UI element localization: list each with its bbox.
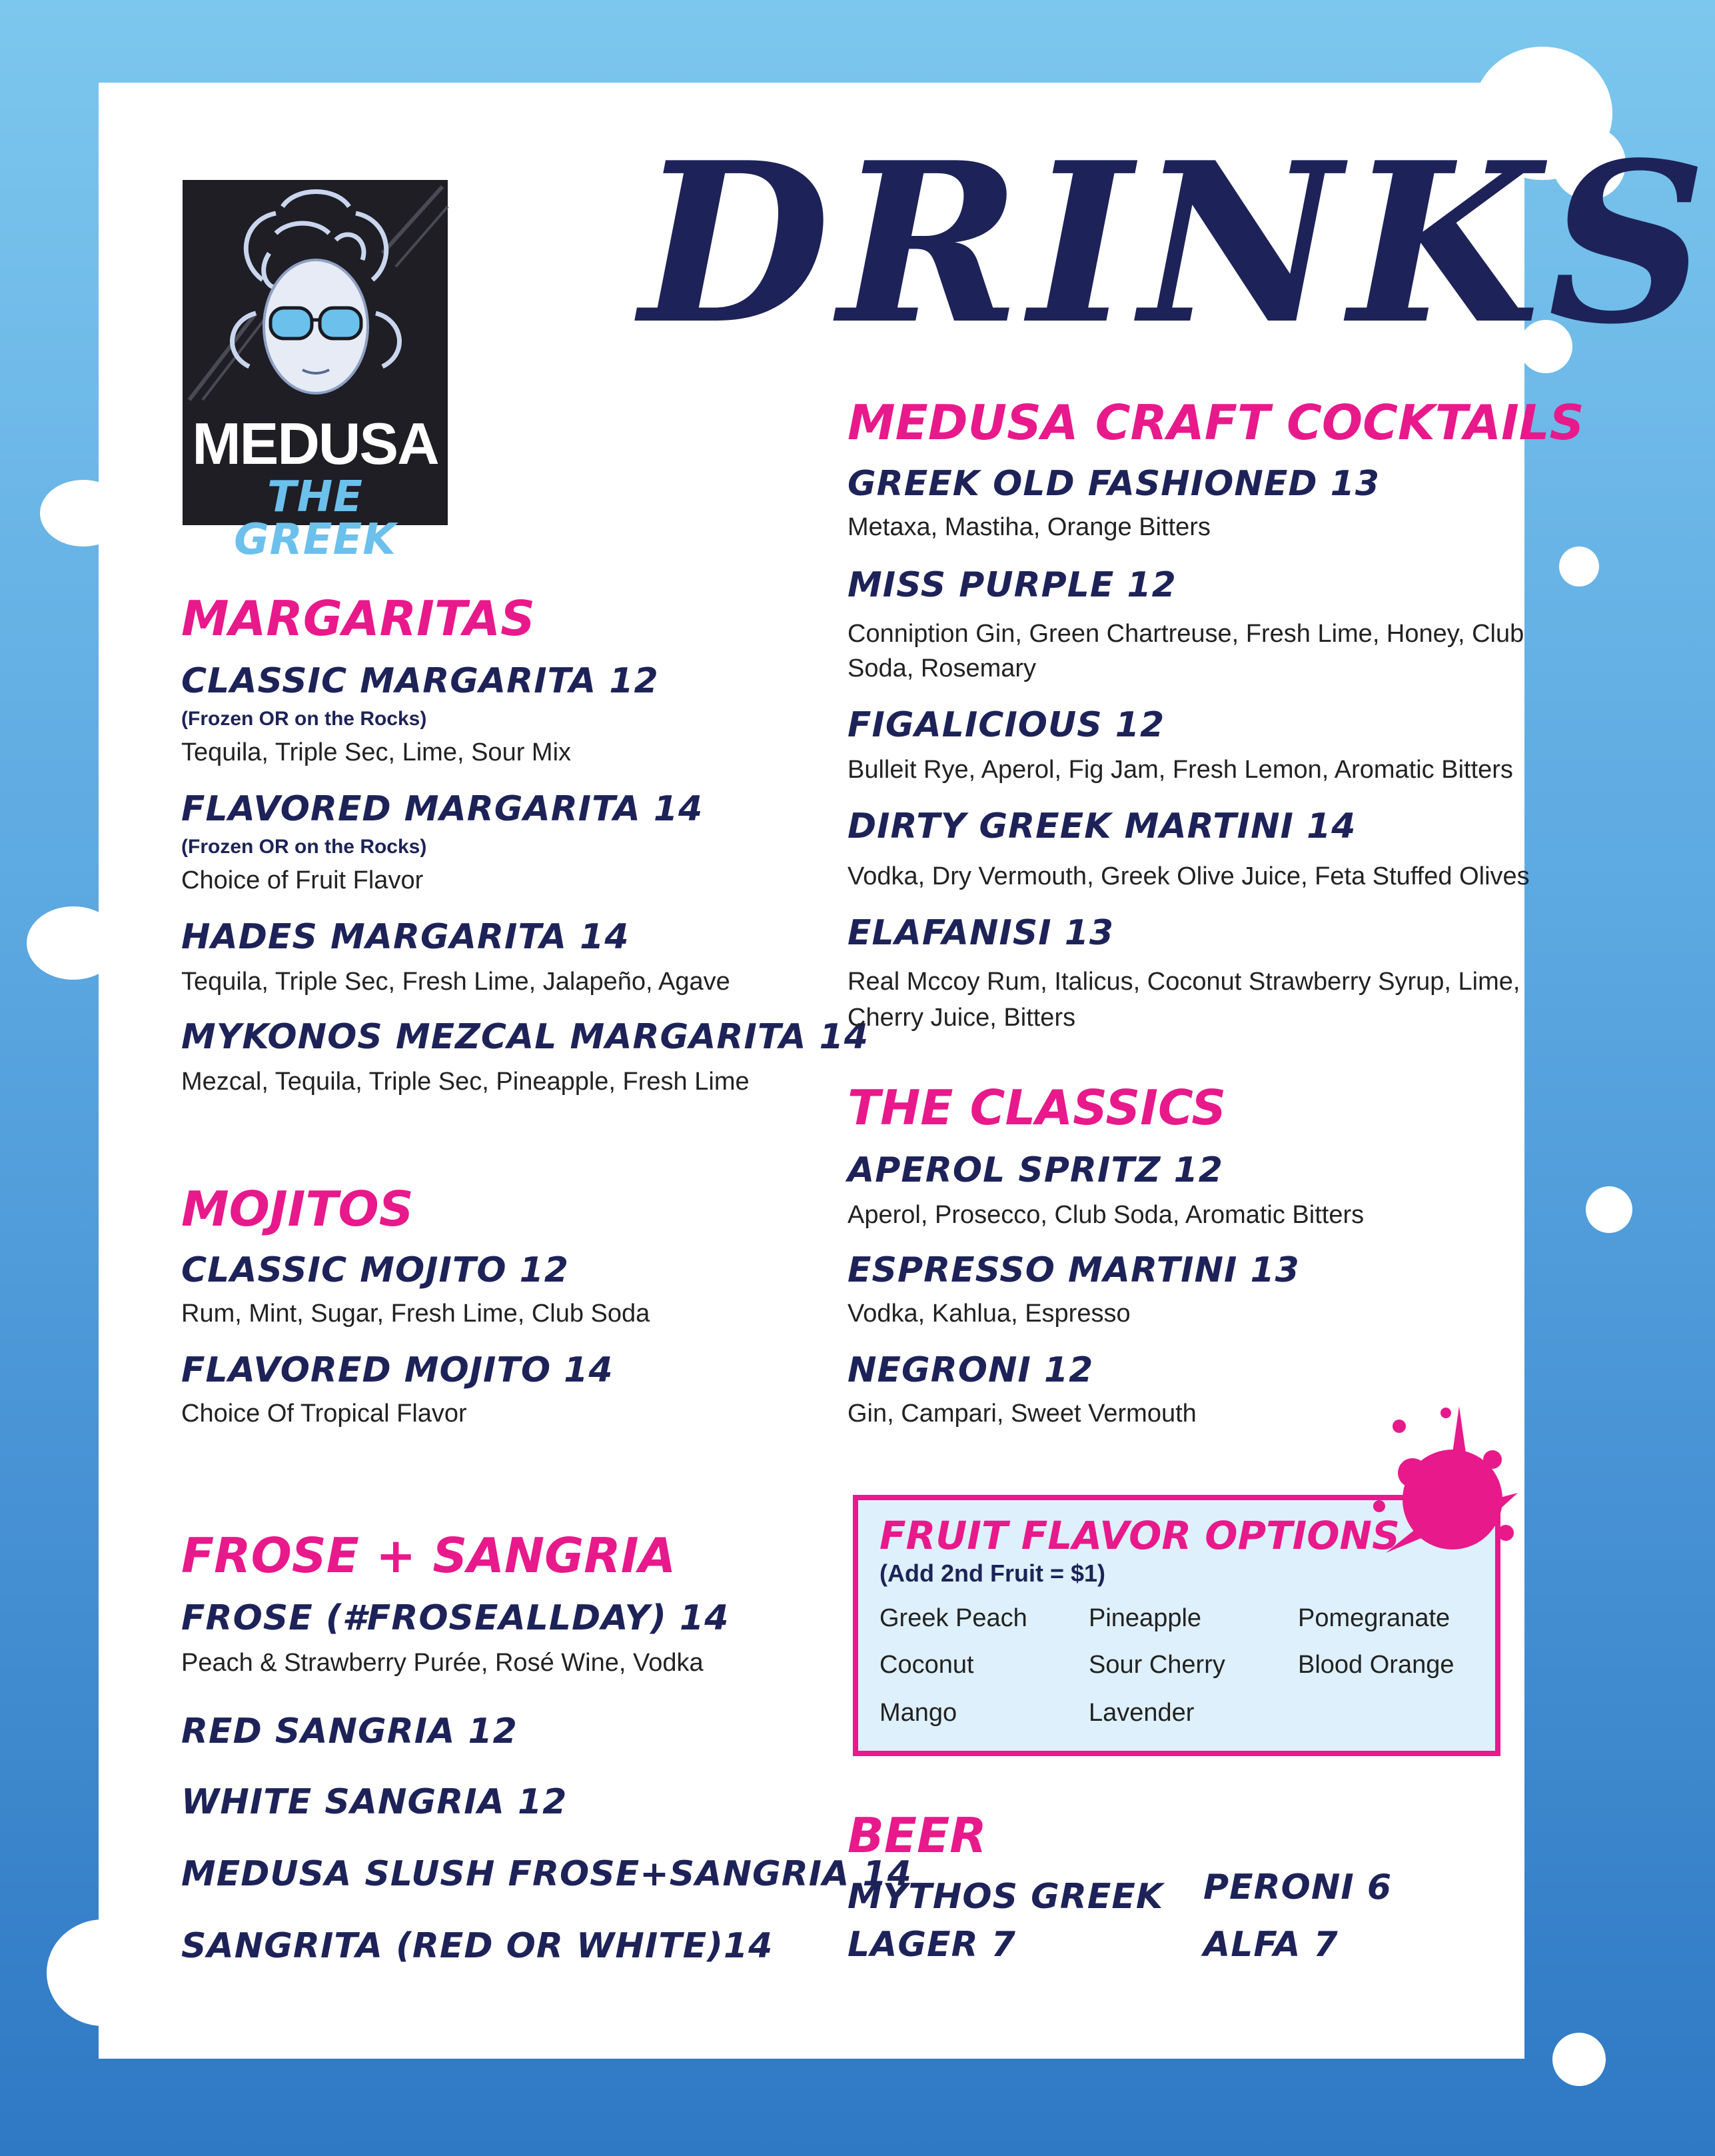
beer-item: LAGER 7 [848,1925,1016,1965]
menu-item-name: SANGRITA (RED OR WHITE)14 [181,1926,774,1966]
menu-item-desc: Metaxa, Mastiha, Orange Bitters [848,513,1211,541]
section-heading-beer: BEER [848,1807,987,1863]
logo-tagline: THE GREEK [234,473,396,564]
fruit-flavor-subheading: (Add 2nd Fruit = $1) [879,1560,1106,1587]
menu-item-desc: Rum, Mint, Sugar, Fresh Lime, Club Soda [181,1300,650,1328]
logo-brand-name: MEDUSA [192,411,438,477]
menu-item-name: CLASSIC MOJITO 12 [181,1250,569,1290]
beer-item: ALFA 7 [1203,1925,1339,1965]
menu-item-desc: Bulleit Rye, Aperol, Fig Jam, Fresh Lemon, Aromatic Bitters [848,756,1513,784]
menu-item-desc: Soda, Rosemary [848,654,1037,682]
section-heading-craft-cocktails: MEDUSA CRAFT COCKTAILS [848,395,1584,451]
fruit-flavor-heading: FRUIT FLAVOR OPTIONS [879,1513,1400,1558]
menu-item-desc: Choice of Fruit Flavor [181,866,424,894]
fruit-option: Lavender [1089,1699,1195,1727]
paint-splatter [1552,2033,1606,2086]
menu-item-name: MYKONOS MEZCAL MARGARITA 14 [181,1017,869,1057]
menu-item-name: MISS PURPLE 12 [848,565,1177,605]
menu-item-desc: Peach & Strawberry Purée, Rosé Wine, Vodka [181,1649,704,1677]
fruit-option: Mango [879,1699,957,1727]
menu-item-desc: Vodka, Dry Vermouth, Greek Olive Juice, Feta Stuffed Olives [848,862,1530,890]
menu-item-name: RED SANGRIA 12 [181,1711,518,1751]
beer-item: MYTHOS GREEK [848,1877,1164,1917]
menu-item-desc: Tequila, Triple Sec, Lime, Sour Mix [181,738,572,766]
medusa-logo [183,180,448,564]
page-title: DRINKS [640,114,1715,373]
fruit-option: Sour Cherry [1089,1651,1225,1679]
menu-item-name: FROSE (#FROSEALLDAY) 14 [181,1598,730,1638]
menu-item-desc: Gin, Campari, Sweet Vermouth [848,1400,1197,1428]
menu-item-name: FIGALICIOUS 12 [848,705,1165,745]
menu-item-name: GREEK OLD FASHIONED 13 [848,464,1381,504]
pink-paint-splat-icon [1359,1400,1519,1573]
menu-item-desc: Aperol, Prosecco, Club Soda, Aromatic Bitters [848,1201,1365,1229]
section-heading-classics: THE CLASSICS [848,1080,1227,1136]
menu-item-desc: Conniption Gin, Green Chartreuse, Fresh Lime, Honey, Club [848,620,1524,648]
menu-item-desc: Vodka, Kahlua, Espresso [848,1300,1131,1328]
fruit-option: Pineapple [1089,1604,1202,1632]
menu-item-desc: Choice Of Tropical Flavor [181,1400,467,1428]
menu-item-name: ELAFANISI 13 [848,913,1115,953]
paint-splatter [1559,546,1599,586]
fruit-option: Pomegranate [1298,1604,1450,1632]
menu-item-desc: Mezcal, Tequila, Triple Sec, Pineapple, Fresh Lime [181,1068,750,1096]
menu-item-note: (Frozen OR on the Rocks) [181,836,427,858]
menu-item-desc: Cherry Juice, Bitters [848,1004,1076,1032]
menu-item-name: CLASSIC MARGARITA 12 [181,661,659,701]
menu-item-name: FLAVORED MOJITO 14 [181,1350,614,1390]
section-heading-frose-sangria: FROSE + SANGRIA [181,1528,676,1584]
menu-item-desc: Real Mccoy Rum, Italicus, Coconut Strawberry Syrup, Lime, [848,968,1520,996]
section-heading-margaritas: MARGARITAS [181,590,535,646]
section-heading-mojitos: MOJITOS [181,1181,414,1237]
menu-item-note: (Frozen OR on the Rocks) [181,708,427,730]
medusa-head-icon [183,180,448,407]
fruit-option: Greek Peach [879,1604,1027,1632]
fruit-option: Blood Orange [1298,1651,1454,1679]
menu-item-name: MEDUSA SLUSH FROSE+SANGRIA 14 [181,1854,912,1894]
paint-splatter [1586,1186,1632,1233]
menu-item-name: DIRTY GREEK MARTINI 14 [848,806,1357,846]
menu-item-desc: Tequila, Triple Sec, Fresh Lime, Jalapeño, Agave [181,968,730,996]
menu-item-name: HADES MARGARITA 14 [181,917,630,957]
menu-item-name: FLAVORED MARGARITA 14 [181,789,704,829]
menu-item-name: NEGRONI 12 [848,1350,1094,1390]
menu-item-name: APEROL SPRITZ 12 [848,1150,1223,1190]
menu-item-name: WHITE SANGRIA 12 [181,1782,568,1822]
fruit-option: Coconut [879,1651,974,1679]
beer-item: PERONI 6 [1203,1867,1393,1907]
menu-item-name: ESPRESSO MARTINI 13 [848,1250,1300,1290]
